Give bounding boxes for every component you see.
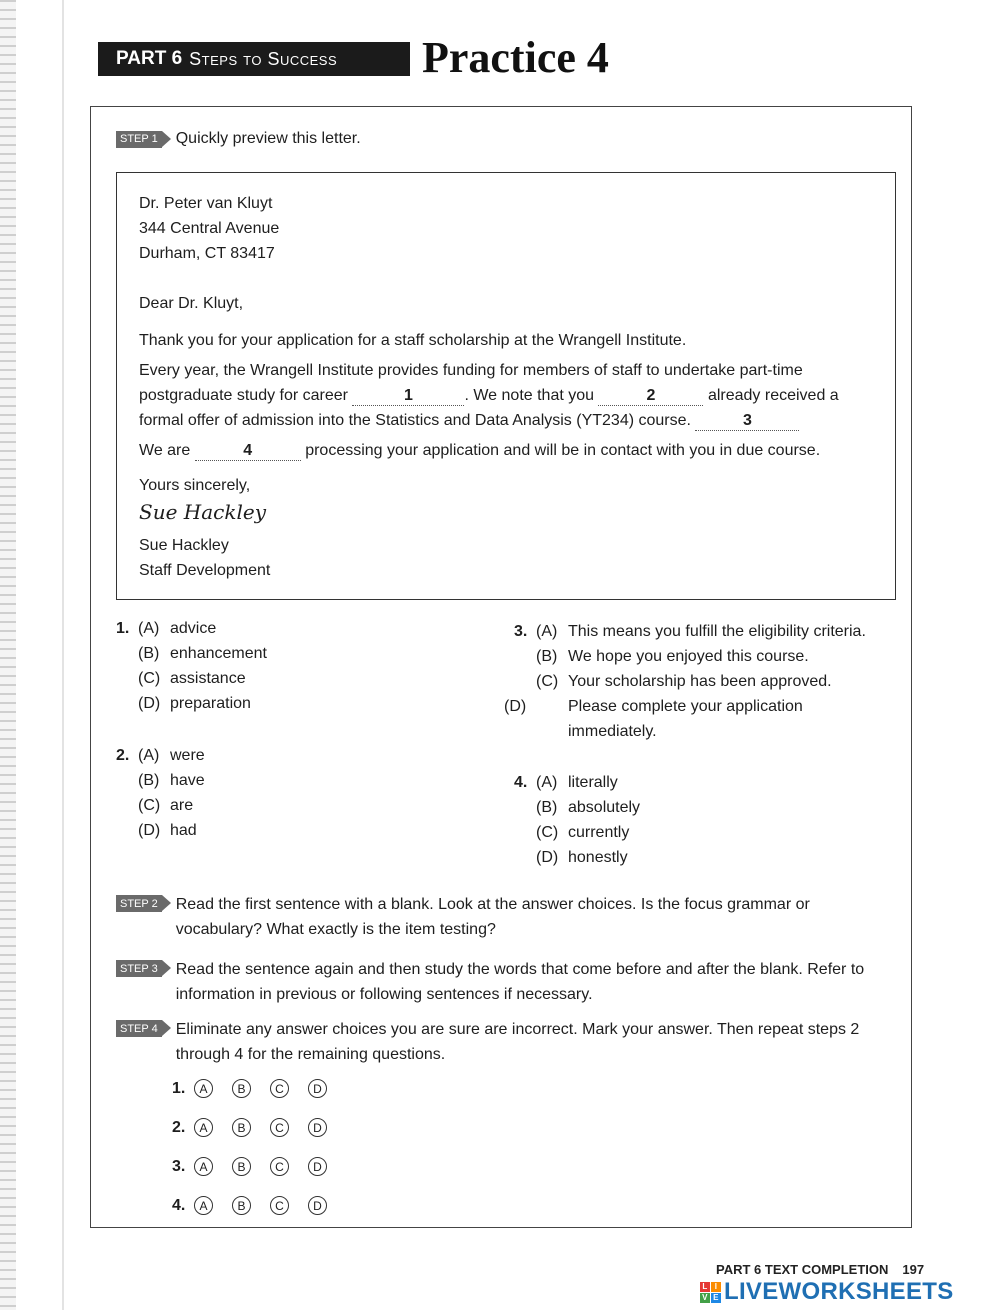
- watermark-text: LIVEWORKSHEETS: [724, 1278, 954, 1305]
- option-a[interactable]: (A) were: [138, 747, 205, 764]
- blank-3[interactable]: 3: [695, 412, 799, 431]
- page-edge: [62, 0, 64, 1310]
- letter-signer: [139, 533, 270, 583]
- blank-1[interactable]: 1: [352, 387, 464, 406]
- question-3: [504, 619, 904, 744]
- header-bar: [98, 42, 410, 76]
- bubble-d[interactable]: D: [308, 1079, 327, 1098]
- paragraph-text: already received a formal offer of admission into the Statistics and Data Analysis (YT234) course.: [139, 387, 839, 429]
- letter-address: [139, 191, 279, 266]
- answer-row-1: [172, 1069, 346, 1108]
- step-1-text: Quickly preview this letter.: [175, 130, 361, 147]
- paragraph-text: processing your application and will be in contact with you in due course.: [305, 442, 821, 459]
- page-footer: [716, 1262, 924, 1277]
- question-1: [116, 616, 267, 716]
- letter-box: [116, 172, 896, 600]
- signer-department: Staff Development: [139, 562, 271, 579]
- option-d[interactable]: (D) preparation: [138, 695, 251, 712]
- bubble-c[interactable]: C: [270, 1196, 289, 1215]
- option-c[interactable]: (C) Your scholarship has been approved.: [536, 673, 832, 690]
- blank-4[interactable]: 4: [195, 442, 301, 461]
- option-a[interactable]: (A) This means you fulfill the eligibility criteria.: [536, 623, 866, 640]
- answer-row-number: 1.: [172, 1079, 186, 1097]
- header-part: PART 6: [116, 48, 183, 69]
- question-number: 4.: [514, 774, 528, 791]
- bubble-b[interactable]: B: [232, 1118, 251, 1137]
- answer-row-number: 3.: [172, 1157, 186, 1175]
- step-4: [116, 1017, 886, 1067]
- step-4-text: Eliminate any answer choices you are sure are incorrect. Mark your answer. Then repeat steps 2 through 4 for the remaining questions.: [175, 1021, 860, 1063]
- answer-row-3: [172, 1147, 346, 1186]
- option-b[interactable]: (B) absolutely: [536, 799, 641, 816]
- option-c[interactable]: (C) assistance: [138, 670, 246, 687]
- step-1-badge: STEP 1: [116, 131, 162, 148]
- option-a[interactable]: (A) advice: [138, 620, 217, 637]
- letter-paragraph-3: [139, 438, 889, 463]
- answer-row-number: 4.: [172, 1196, 186, 1214]
- bubble-b[interactable]: B: [232, 1157, 251, 1176]
- step-4-badge: STEP 4: [116, 1020, 162, 1037]
- option-b[interactable]: (B) We hope you enjoyed this course.: [536, 648, 809, 665]
- header-steps: Steps to Success: [189, 48, 338, 69]
- question-number: 2.: [116, 747, 130, 764]
- footer-section: PART 6 TEXT COMPLETION: [716, 1262, 889, 1277]
- liveworksheets-logo-icon: L I V E: [700, 1282, 721, 1303]
- address-line: Dr. Peter van Kluyt: [139, 195, 273, 212]
- bubble-c[interactable]: C: [270, 1118, 289, 1137]
- bubble-b[interactable]: B: [232, 1196, 251, 1215]
- bubble-c[interactable]: C: [270, 1157, 289, 1176]
- bubble-a[interactable]: A: [194, 1118, 213, 1137]
- letter-paragraph-1: Thank you for your application for a staff scholarship at the Wrangell Institute.: [139, 332, 687, 349]
- answer-row-4: [172, 1186, 346, 1225]
- paragraph-text: Every year, the Wrangell Institute provides funding for members of staff to undertake part-time postgraduate study for career: [139, 362, 803, 404]
- answer-sheet: [172, 1069, 346, 1225]
- bubble-a[interactable]: A: [194, 1079, 213, 1098]
- bubble-a[interactable]: A: [194, 1157, 213, 1176]
- bubble-d[interactable]: D: [308, 1196, 327, 1215]
- option-a[interactable]: (A) literally: [536, 774, 618, 791]
- option-b[interactable]: (B) enhancement: [138, 645, 267, 662]
- liveworksheets-watermark: [700, 1278, 954, 1306]
- step-3-text: Read the sentence again and then study the words that come before and after the blank. Refer to information in previous or following sentences if necessary.: [175, 961, 865, 1003]
- option-d[interactable]: (D) honestly: [536, 849, 628, 866]
- page-number: 197: [902, 1262, 925, 1277]
- answer-row-number: 2.: [172, 1118, 186, 1136]
- step-2-badge: STEP 2: [116, 895, 162, 912]
- blank-2[interactable]: 2: [598, 387, 703, 406]
- option-c[interactable]: (C) are: [138, 797, 194, 814]
- step-2: [116, 892, 886, 942]
- question-4: [514, 770, 640, 870]
- question-2: [116, 743, 205, 843]
- step-3-badge: STEP 3: [116, 960, 162, 977]
- signer-name: Sue Hackley: [139, 537, 229, 554]
- bubble-b[interactable]: B: [232, 1079, 251, 1098]
- bubble-d[interactable]: D: [308, 1118, 327, 1137]
- option-d[interactable]: (D) Please complete your application immediately.: [504, 698, 803, 740]
- bubble-a[interactable]: A: [194, 1196, 213, 1215]
- letter-closing: Yours sincerely,: [139, 477, 251, 494]
- answer-row-2: [172, 1108, 346, 1147]
- option-c[interactable]: (C) currently: [536, 824, 630, 841]
- handwritten-signature: Sue Hackley: [139, 500, 266, 524]
- bubble-d[interactable]: D: [308, 1157, 327, 1176]
- question-number: 1.: [116, 620, 130, 637]
- step-1: [116, 130, 361, 148]
- letter-paragraph-2: [139, 358, 879, 433]
- address-line: 344 Central Avenue: [139, 220, 280, 237]
- bubble-c[interactable]: C: [270, 1079, 289, 1098]
- page-title: Practice 4: [422, 33, 609, 82]
- question-number: 3.: [514, 623, 528, 640]
- paragraph-text: . We note that you: [464, 387, 595, 404]
- paragraph-text: We are: [139, 442, 191, 459]
- option-d[interactable]: (D) had: [138, 822, 197, 839]
- spiral-binding: [0, 0, 16, 1310]
- letter-salutation: Dear Dr. Kluyt,: [139, 295, 244, 312]
- address-line: Durham, CT 83417: [139, 245, 275, 262]
- option-b[interactable]: (B) have: [138, 772, 205, 789]
- step-3: [116, 957, 886, 1007]
- step-2-text: Read the first sentence with a blank. Look at the answer choices. Is the focus grammar or vocabulary? What exactly is the item testing?: [175, 896, 810, 938]
